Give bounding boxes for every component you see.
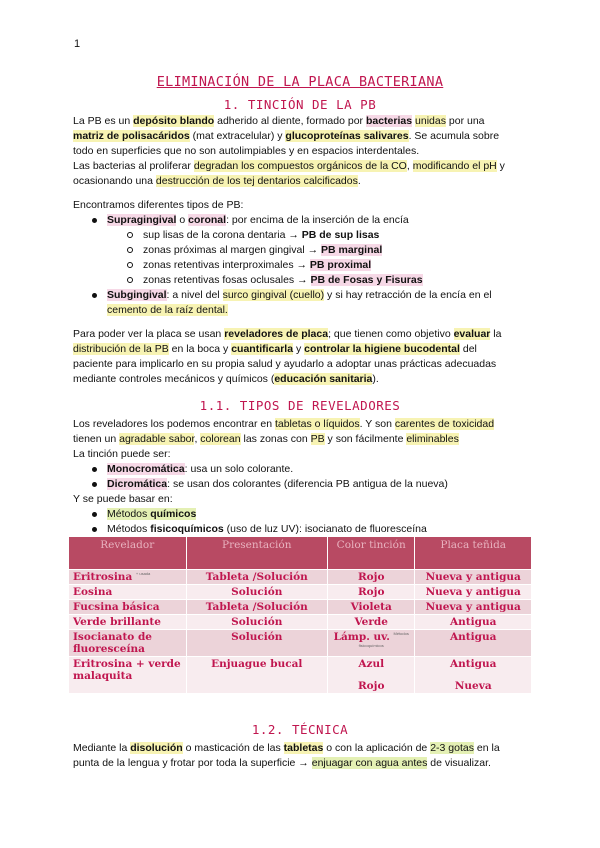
table-cell: Solución — [186, 585, 327, 600]
table-cell: Eritrosina $^{+ usada}$ — [69, 570, 187, 585]
table-row — [69, 585, 532, 600]
intro-line-5: ocasionando una destrucción de los tej dentarios calcificados. — [73, 175, 361, 187]
table-row — [69, 570, 532, 585]
list-item-marginal: zonas próximas al margen gingival → PB marginal — [127, 243, 382, 258]
table-cell: Nueva y antigua — [415, 570, 532, 585]
page-number: 1 — [74, 38, 81, 50]
table-cell: Antigua Nueva — [415, 657, 532, 694]
intro-line-2: matriz de polisacáridos (mat extracelular) y glucoproteínas salivares. Se acumula sobre — [73, 130, 500, 142]
table-cell: Rojo — [327, 570, 414, 585]
tecnica-line-2: punta de la lengua y frotar por toda la superficie → enjuagar con agua antes de visualizar. — [73, 757, 491, 769]
section-heading-tecnica: 1.2. TÉCNICA — [251, 722, 349, 737]
tipos-line-2: tienen un agradable sabor, colorean las zonas con PB y son fácilmente eliminables — [73, 433, 459, 445]
table-cell: Nueva y antigua — [415, 600, 532, 615]
table-row — [69, 657, 532, 694]
table-row — [69, 600, 532, 615]
table-cell: Isocianato de fluoresceína — [69, 630, 187, 657]
tipos-line-4: Y se puede basar en: — [73, 493, 173, 505]
table-header: Placa teñida — [415, 537, 532, 570]
table-cell: Solución — [186, 615, 327, 630]
list-item-fisicoquimicos: Métodos fisicoquímicos (uso de luz UV): isocianato de fluoresceína — [92, 522, 427, 537]
list-item-dicromatica: Dicromática: se usan dos colorantes (diferencia PB antigua de la nueva) — [92, 477, 448, 492]
table-cell: Solución — [186, 630, 327, 657]
list-item-fosas: zonas retentivas fosas oclusales → PB de Fosas y Fisuras — [127, 273, 423, 288]
table-cell: Antigua — [415, 615, 532, 630]
reveladores-table — [68, 536, 532, 694]
intro-line-1: La PB es un depósito blando adherido al diente, formado por bacterias unidas por una — [73, 115, 485, 127]
section-heading-tipos: 1.1. TIPOS DE REVELADORES — [199, 398, 401, 413]
circle-bullet-icon — [127, 232, 133, 238]
intro-line-3: todo en superficies que no son autolimpiables y en espacios interdentales. — [73, 145, 420, 157]
bullet-icon — [92, 512, 97, 517]
reveal-line-1: Para poder ver la placa se usan reveladores de placa; que tienen como objetivo evaluar la — [73, 328, 502, 340]
bullet-icon — [92, 293, 97, 298]
bullet-icon — [92, 218, 97, 223]
table-cell: Nueva y antigua — [415, 585, 532, 600]
table-cell: Verde brillante — [69, 615, 187, 630]
circle-bullet-icon — [127, 277, 133, 283]
table-header: Revelador — [69, 537, 187, 570]
table-cell: Verde — [327, 615, 414, 630]
tecnica-line-1: Mediante la disolución o masticación de las tabletas o con la aplicación de 2-3 gotas en la — [73, 742, 500, 754]
list-item-quimicos: Métodos químicos — [92, 507, 196, 522]
list-item-supragingival: Supragingival o coronal: por encima de la inserción de la encía — [92, 213, 409, 228]
table-row — [69, 630, 532, 657]
list-item-subgingival-cont: cemento de la raíz dental. — [107, 304, 228, 316]
bullet-icon — [92, 527, 97, 532]
table-cell: Violeta — [327, 600, 414, 615]
tipos-line-1: Los reveladores los podemos encontrar en tabletas o líquidos. Y son carentes de toxicidad — [73, 418, 495, 430]
reveal-line-2: distribución de la PB en la boca y cuantificarla y controlar la higiene bucodental del — [73, 343, 477, 355]
section-heading-tincion: 1. TINCIÓN DE LA PB — [223, 97, 377, 112]
circle-bullet-icon — [127, 247, 133, 253]
types-intro: Encontramos diferentes tipos de PB: — [73, 199, 244, 211]
table-cell: Azul Rojo — [327, 657, 414, 694]
table-header-row — [69, 537, 532, 570]
intro-line-4: Las bacterias al proliferar degradan los compuestos orgánicos de la CO, modificando el pH y — [73, 160, 505, 172]
table-cell: Rojo — [327, 585, 414, 600]
list-item-proximal: zonas retentivas interproximales → PB proximal — [127, 258, 371, 273]
reveal-line-4: mediante controles mecánicos y químicos (educación sanitaria). — [73, 373, 379, 385]
circle-bullet-icon — [127, 262, 133, 268]
table-cell: Eritrosina + verde malaquita — [69, 657, 187, 694]
tipos-line-3: La tinción puede ser: — [73, 448, 171, 460]
table-cell: Lámp. uv. $^{Métodos fisicoquímicos}$ — [327, 630, 414, 657]
document-title: ELIMINACIÓN DE LA PLACA BACTERIANA — [156, 74, 444, 90]
table-cell: Enjuague bucal — [186, 657, 327, 694]
table-cell: Antigua — [415, 630, 532, 657]
table-cell: Fucsina básica — [69, 600, 187, 615]
bullet-icon — [92, 467, 97, 472]
table-header: Presentación — [186, 537, 327, 570]
list-item-monocromatica: Monocromática: usa un solo colorante. — [92, 462, 293, 477]
bullet-icon — [92, 482, 97, 487]
table-cell: Tableta /Solución — [186, 600, 327, 615]
list-item-sup-lisas: sup lisas de la corona dentaria → PB de sup lisas — [127, 228, 379, 243]
table-cell: Tableta /Solución — [186, 570, 327, 585]
table-header: Color tinción — [327, 537, 414, 570]
reveal-line-3: paciente para implicarlo en su propia salud y ayudarlo a adoptar unas prácticas adecuadas — [73, 358, 497, 370]
list-item-subgingival: Subgingival: a nivel del surco gingival (cuello) y si hay retracción de la encía en el — [92, 288, 492, 303]
table-cell: Eosina — [69, 585, 187, 600]
table-row — [69, 615, 532, 630]
